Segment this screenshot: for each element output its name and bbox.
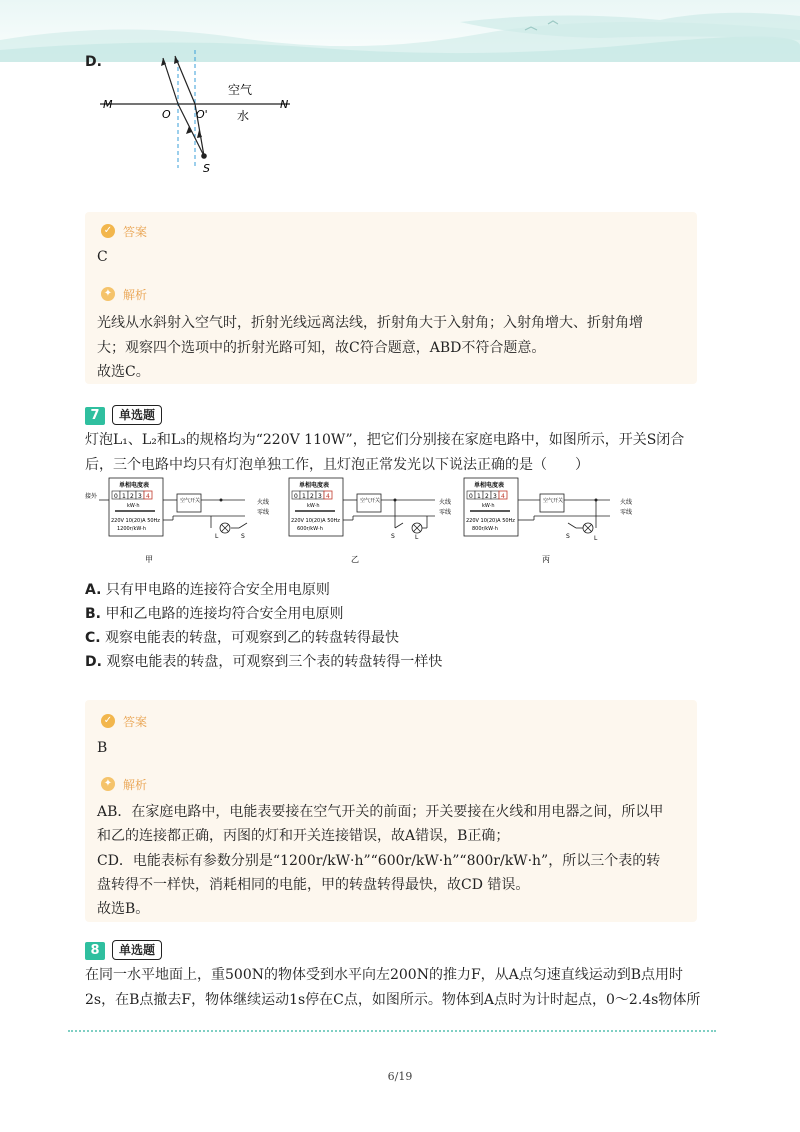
option-d-label: D.: [85, 54, 102, 70]
svg-text:1: 1: [477, 493, 481, 500]
svg-text:800r/kW·h: 800r/kW·h: [472, 526, 498, 532]
svg-text:零线: 零线: [257, 509, 270, 516]
analysis-line: 故选B。: [97, 901, 150, 917]
svg-text:单相电度表: 单相电度表: [474, 482, 505, 489]
circuit-bing: [464, 478, 632, 564]
svg-text:kW·h: kW·h: [307, 503, 320, 509]
svg-text:S: S: [241, 533, 245, 540]
svg-text:S: S: [391, 533, 395, 540]
svg-text:接外: 接外: [85, 493, 98, 500]
svg-text:单相电度表: 单相电度表: [119, 482, 150, 489]
question-stem-line: 后，三个电路中均只有灯泡单独工作，且灯泡正常发光以下说法正确的是（ ）: [85, 457, 589, 473]
analysis-line: CD．电能表标有参数分别是“1200r/kW·h”“600r/kW·h”“800r/kW·h”，所以三个表的转: [97, 853, 661, 869]
option-c[interactable]: [85, 626, 399, 650]
answer-value: B: [97, 740, 108, 756]
svg-text:零线: 零线: [620, 509, 633, 516]
svg-text:220V 10(20)A 50Hz: 220V 10(20)A 50Hz: [291, 518, 340, 524]
svg-text:1: 1: [122, 493, 126, 500]
svg-text:空气开关: 空气开关: [360, 498, 381, 504]
option-b[interactable]: [85, 602, 343, 626]
option-letter: B.: [85, 606, 101, 622]
svg-text:火线: 火线: [257, 499, 270, 506]
question-stem-line: 2s，在B点撤去F，物体继续运动1s停在C点，如图所示。物体到A点时为计时起点，0～2.4s物体所: [85, 992, 701, 1008]
answer-tag: 答案: [123, 715, 148, 729]
svg-text:1: 1: [302, 493, 306, 500]
svg-text:4: 4: [326, 493, 330, 500]
svg-text:2: 2: [310, 493, 314, 500]
page-number: 6/19: [387, 1070, 413, 1083]
svg-text:零线: 零线: [439, 509, 452, 516]
label-o: O: [162, 108, 171, 121]
svg-text:220V 10(20)A 50Hz: 220V 10(20)A 50Hz: [111, 518, 160, 524]
analysis-tag: 解析: [123, 288, 148, 302]
svg-text:空气开关: 空气开关: [180, 498, 201, 504]
analysis-line: 光线从水斜射入空气时，折射光线远离法线，折射角大于入射角；入射角增大、折射角增: [97, 315, 643, 331]
footer-divider: [68, 1030, 716, 1032]
analysis-line: AB．在家庭电路中，电能表要接在空气开关的前面；开关要接在火线和用电器之间，所以甲: [97, 804, 664, 820]
answer-box-7: [85, 700, 697, 922]
svg-text:3: 3: [493, 493, 497, 500]
refraction-figure: [100, 50, 300, 180]
option-d[interactable]: [85, 650, 442, 674]
label-m: M: [103, 98, 113, 111]
svg-text:丙: 丙: [542, 555, 550, 564]
svg-text:火线: 火线: [439, 499, 452, 506]
option-letter: C.: [85, 630, 101, 646]
answer-tag: 答案: [123, 225, 148, 239]
circuit-jia: [85, 478, 269, 564]
svg-text:kW·h: kW·h: [127, 503, 140, 509]
label-air: 空气: [228, 83, 253, 97]
svg-text:600r/kW·h: 600r/kW·h: [297, 526, 323, 532]
analysis-line: 故选C。: [97, 364, 150, 380]
svg-text:单相电度表: 单相电度表: [299, 482, 330, 489]
svg-text:L: L: [215, 533, 219, 540]
check-icon: ✓: [101, 224, 115, 238]
lightbulb-icon: ✦: [101, 287, 115, 301]
answer-box-6: [85, 212, 697, 384]
label-o-prime: O': [196, 108, 208, 121]
option-letter: A.: [85, 582, 102, 598]
svg-text:S: S: [566, 533, 570, 540]
svg-text:L: L: [415, 534, 419, 541]
lightbulb-icon: ✦: [101, 777, 115, 791]
circuit-figure: [85, 476, 675, 568]
label-s: S: [203, 162, 210, 175]
svg-text:kW·h: kW·h: [482, 503, 495, 509]
analysis-line: 盘转得不一样快，消耗相同的电能，甲的转盘转得最快，故CD 错误。: [97, 877, 530, 893]
question-stem-line: 在同一水平地面上，重500N的物体受到水平向左200N的推力F，从A点匀速直线运动到B点用时: [85, 967, 684, 983]
svg-text:甲: 甲: [145, 555, 153, 564]
label-n: N: [280, 98, 289, 111]
question-number: 7: [85, 407, 105, 425]
option-text: 观察电能表的转盘，可观察到乙的转盘转得最快: [105, 630, 400, 646]
source-point: [201, 153, 207, 159]
svg-text:0: 0: [469, 493, 473, 500]
label-water: 水: [237, 109, 250, 123]
option-text: 观察电能表的转盘，可观察到三个表的转盘转得一样快: [106, 654, 443, 670]
analysis-tag: 解析: [123, 778, 148, 792]
option-text: 只有甲电路的连接符合安全用电原则: [105, 582, 330, 598]
option-letter: D.: [85, 654, 102, 670]
option-a[interactable]: [85, 578, 330, 602]
svg-text:0: 0: [294, 493, 298, 500]
question-number: 8: [85, 942, 105, 960]
svg-text:L: L: [594, 535, 598, 542]
svg-text:2: 2: [485, 493, 489, 500]
svg-text:3: 3: [318, 493, 322, 500]
svg-text:空气开关: 空气开关: [543, 498, 564, 504]
svg-text:4: 4: [501, 493, 505, 500]
svg-text:2: 2: [130, 493, 134, 500]
analysis-line: 大；观察四个选项中的折射光路可知，故C符合题意，ABD不符合题意。: [97, 340, 546, 356]
svg-text:火线: 火线: [620, 499, 633, 506]
analysis-line: 和乙的连接都正确，丙图的灯和开关连接错误，故A错误，B正确；: [97, 828, 510, 844]
check-icon: ✓: [101, 714, 115, 728]
svg-text:0: 0: [114, 493, 118, 500]
answer-value: C: [97, 249, 108, 265]
svg-text:220V 10(20)A 50Hz: 220V 10(20)A 50Hz: [466, 518, 515, 524]
circuit-yi: [289, 478, 451, 564]
question-type-badge: 单选题: [112, 405, 162, 425]
svg-text:4: 4: [146, 493, 150, 500]
question-stem-line: 灯泡L₁、L₂和L₃的规格均为“220V 110W”，把它们分别接在家庭电路中，如图所示，开关S闭合: [85, 432, 685, 448]
option-text: 甲和乙电路的连接均符合安全用电原则: [105, 606, 344, 622]
svg-text:1200r/kW·h: 1200r/kW·h: [117, 526, 147, 532]
svg-text:3: 3: [138, 493, 142, 500]
question-type-badge: 单选题: [112, 940, 162, 960]
svg-text:乙: 乙: [351, 555, 359, 564]
